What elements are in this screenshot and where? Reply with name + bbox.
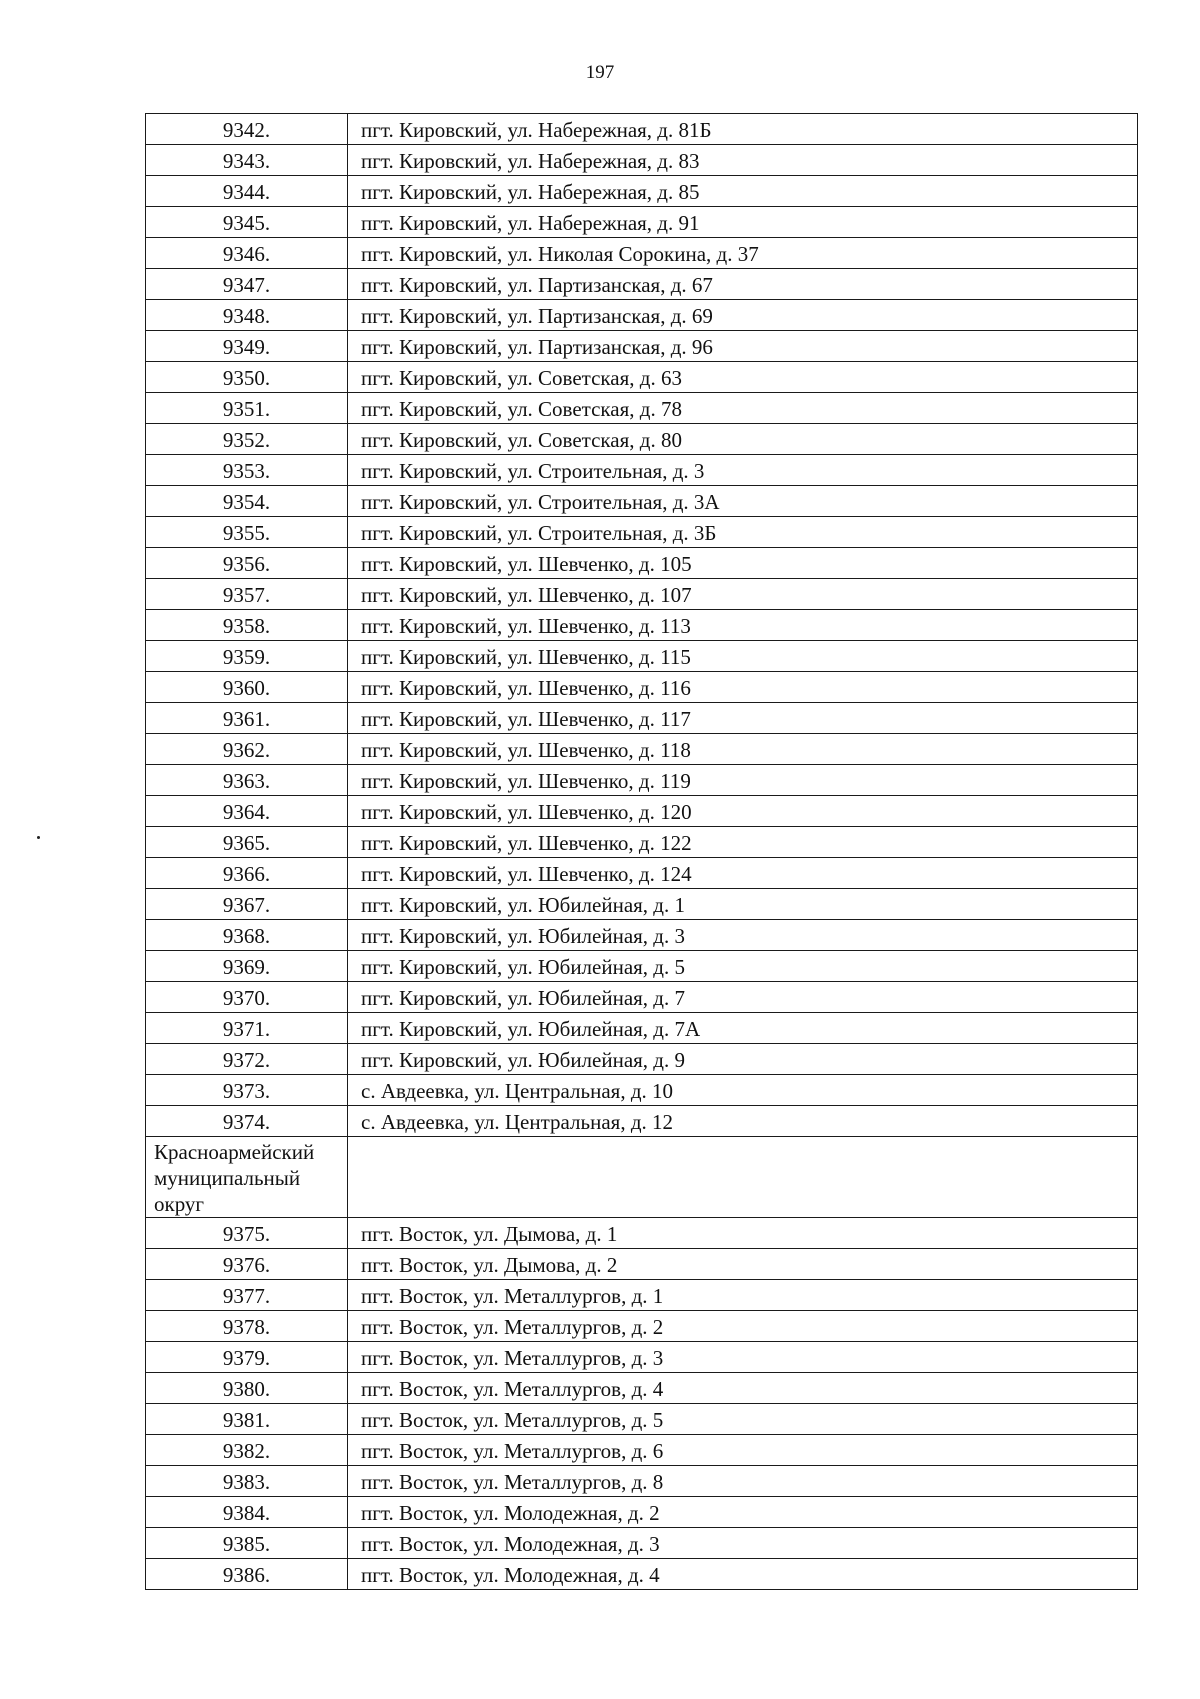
row-number: 9367.: [146, 889, 348, 920]
row-address: пгт. Кировский, ул. Советская, д. 78: [348, 393, 1138, 424]
row-address: пгт. Кировский, ул. Шевченко, д. 107: [348, 579, 1138, 610]
row-address: пгт. Кировский, ул. Шевченко, д. 115: [348, 641, 1138, 672]
table-row: [146, 641, 1138, 672]
row-number: 9371.: [146, 1013, 348, 1044]
row-number: 9370.: [146, 982, 348, 1013]
table-row: [146, 114, 1138, 145]
row-address: пгт. Восток, ул. Металлургов, д. 8: [348, 1466, 1138, 1497]
table-row: [146, 1435, 1138, 1466]
row-number: 9347.: [146, 269, 348, 300]
table-row: [146, 672, 1138, 703]
table-row: [146, 300, 1138, 331]
row-address: с. Авдеевка, ул. Центральная, д. 10: [348, 1075, 1138, 1106]
row-number: 9379.: [146, 1342, 348, 1373]
table-row: [146, 1075, 1138, 1106]
table-row: [146, 1249, 1138, 1280]
table-row: [146, 579, 1138, 610]
table-row: [146, 424, 1138, 455]
scan-dot: [37, 836, 40, 839]
row-address: пгт. Кировский, ул. Шевченко, д. 122: [348, 827, 1138, 858]
row-address: пгт. Кировский, ул. Юбилейная, д. 5: [348, 951, 1138, 982]
row-number: 9348.: [146, 300, 348, 331]
row-address: пгт. Кировский, ул. Партизанская, д. 67: [348, 269, 1138, 300]
row-number: 9374.: [146, 1106, 348, 1137]
table-row: [146, 393, 1138, 424]
table-row: [146, 796, 1138, 827]
row-address: пгт. Кировский, ул. Шевченко, д. 117: [348, 703, 1138, 734]
table-row: [146, 1342, 1138, 1373]
table-row: [146, 1373, 1138, 1404]
table-row: [146, 765, 1138, 796]
row-number: 9380.: [146, 1373, 348, 1404]
table-row: [146, 517, 1138, 548]
table-body-after-section: [146, 1218, 1138, 1590]
row-address: пгт. Кировский, ул. Партизанская, д. 96: [348, 331, 1138, 362]
row-number: 9385.: [146, 1528, 348, 1559]
table-row: [146, 207, 1138, 238]
table-row: [146, 331, 1138, 362]
table-row: [146, 1106, 1138, 1137]
row-address: пгт. Восток, ул. Металлургов, д. 5: [348, 1404, 1138, 1435]
section-header-body: [146, 1137, 1138, 1218]
row-address: пгт. Восток, ул. Металлургов, д. 2: [348, 1311, 1138, 1342]
row-number: 9354.: [146, 486, 348, 517]
row-number: 9364.: [146, 796, 348, 827]
row-address: пгт. Восток, ул. Металлургов, д. 4: [348, 1373, 1138, 1404]
row-address: пгт. Кировский, ул. Набережная, д. 91: [348, 207, 1138, 238]
row-address: пгт. Кировский, ул. Шевченко, д. 113: [348, 610, 1138, 641]
row-address: пгт. Кировский, ул. Строительная, д. 3: [348, 455, 1138, 486]
row-number: 9386.: [146, 1559, 348, 1590]
section-empty-cell: [348, 1137, 1138, 1218]
page-number: 197: [585, 62, 615, 83]
row-address: пгт. Кировский, ул. Строительная, д. 3Б: [348, 517, 1138, 548]
row-address: пгт. Кировский, ул. Шевченко, д. 118: [348, 734, 1138, 765]
table-row: [146, 548, 1138, 579]
row-number: 9358.: [146, 610, 348, 641]
row-address: пгт. Кировский, ул. Юбилейная, д. 7А: [348, 1013, 1138, 1044]
row-address: пгт. Кировский, ул. Набережная, д. 81Б: [348, 114, 1138, 145]
row-address: пгт. Кировский, ул. Шевченко, д. 120: [348, 796, 1138, 827]
row-number: 9361.: [146, 703, 348, 734]
table-row: [146, 176, 1138, 207]
row-address: пгт. Кировский, ул. Шевченко, д. 119: [348, 765, 1138, 796]
row-number: 9377.: [146, 1280, 348, 1311]
row-number: 9359.: [146, 641, 348, 672]
row-address: пгт. Восток, ул. Молодежная, д. 2: [348, 1497, 1138, 1528]
row-number: 9381.: [146, 1404, 348, 1435]
row-number: 9355.: [146, 517, 348, 548]
row-address: пгт. Кировский, ул. Николая Сорокина, д. 37: [348, 238, 1138, 269]
table-body-before-section: [146, 114, 1138, 1137]
row-address: пгт. Кировский, ул. Юбилейная, д. 9: [348, 1044, 1138, 1075]
row-address: пгт. Восток, ул. Дымова, д. 2: [348, 1249, 1138, 1280]
row-address: пгт. Восток, ул. Молодежная, д. 4: [348, 1559, 1138, 1590]
table-row: [146, 982, 1138, 1013]
row-address: пгт. Кировский, ул. Шевченко, д. 116: [348, 672, 1138, 703]
section-name: Красноармейский муниципальный округ: [146, 1137, 348, 1218]
row-number: 9368.: [146, 920, 348, 951]
table-row: [146, 1528, 1138, 1559]
row-number: 9350.: [146, 362, 348, 393]
table-row: [146, 1466, 1138, 1497]
table-row: [146, 1280, 1138, 1311]
table-row: [146, 1404, 1138, 1435]
table-row: [146, 1559, 1138, 1590]
section-row: [146, 1137, 1138, 1218]
table-row: [146, 610, 1138, 641]
row-number: 9362.: [146, 734, 348, 765]
table-row: [146, 362, 1138, 393]
table-row: [146, 703, 1138, 734]
table-row: [146, 1311, 1138, 1342]
table-row: [146, 1218, 1138, 1249]
row-number: 9375.: [146, 1218, 348, 1249]
table-row: [146, 858, 1138, 889]
table-row: [146, 1044, 1138, 1075]
row-number: 9344.: [146, 176, 348, 207]
row-number: 9353.: [146, 455, 348, 486]
table-row: [146, 734, 1138, 765]
table-row: [146, 269, 1138, 300]
row-number: 9357.: [146, 579, 348, 610]
row-address: пгт. Восток, ул. Молодежная, д. 3: [348, 1528, 1138, 1559]
table-row: [146, 889, 1138, 920]
row-number: 9384.: [146, 1497, 348, 1528]
row-address: с. Авдеевка, ул. Центральная, д. 12: [348, 1106, 1138, 1137]
row-number: 9360.: [146, 672, 348, 703]
row-number: 9363.: [146, 765, 348, 796]
table-row: [146, 145, 1138, 176]
row-address: пгт. Восток, ул. Металлургов, д. 6: [348, 1435, 1138, 1466]
table-row: [146, 1497, 1138, 1528]
table-row: [146, 1013, 1138, 1044]
row-address: пгт. Восток, ул. Металлургов, д. 1: [348, 1280, 1138, 1311]
row-address: пгт. Кировский, ул. Строительная, д. 3А: [348, 486, 1138, 517]
row-number: 9382.: [146, 1435, 348, 1466]
row-number: 9345.: [146, 207, 348, 238]
row-address: пгт. Кировский, ул. Советская, д. 80: [348, 424, 1138, 455]
row-number: 9343.: [146, 145, 348, 176]
table-row: [146, 238, 1138, 269]
row-address: пгт. Кировский, ул. Партизанская, д. 69: [348, 300, 1138, 331]
table-row: [146, 455, 1138, 486]
row-address: пгт. Кировский, ул. Советская, д. 63: [348, 362, 1138, 393]
row-address: пгт. Восток, ул. Дымова, д. 1: [348, 1218, 1138, 1249]
row-number: 9356.: [146, 548, 348, 579]
row-address: пгт. Кировский, ул. Юбилейная, д. 7: [348, 982, 1138, 1013]
row-address: пгт. Кировский, ул. Набережная, д. 85: [348, 176, 1138, 207]
table-row: [146, 486, 1138, 517]
table-row: [146, 827, 1138, 858]
row-number: 9383.: [146, 1466, 348, 1497]
address-table: [145, 113, 1138, 1590]
row-number: 9373.: [146, 1075, 348, 1106]
row-address: пгт. Кировский, ул. Набережная, д. 83: [348, 145, 1138, 176]
row-address: пгт. Восток, ул. Металлургов, д. 3: [348, 1342, 1138, 1373]
row-address: пгт. Кировский, ул. Шевченко, д. 124: [348, 858, 1138, 889]
row-number: 9372.: [146, 1044, 348, 1075]
row-number: 9346.: [146, 238, 348, 269]
row-address: пгт. Кировский, ул. Шевченко, д. 105: [348, 548, 1138, 579]
row-number: 9378.: [146, 1311, 348, 1342]
row-number: 9369.: [146, 951, 348, 982]
row-number: 9349.: [146, 331, 348, 362]
row-number: 9351.: [146, 393, 348, 424]
table-row: [146, 920, 1138, 951]
row-number: 9352.: [146, 424, 348, 455]
row-number: 9366.: [146, 858, 348, 889]
row-address: пгт. Кировский, ул. Юбилейная, д. 3: [348, 920, 1138, 951]
row-number: 9376.: [146, 1249, 348, 1280]
row-number: 9365.: [146, 827, 348, 858]
row-number: 9342.: [146, 114, 348, 145]
row-address: пгт. Кировский, ул. Юбилейная, д. 1: [348, 889, 1138, 920]
table-row: [146, 951, 1138, 982]
